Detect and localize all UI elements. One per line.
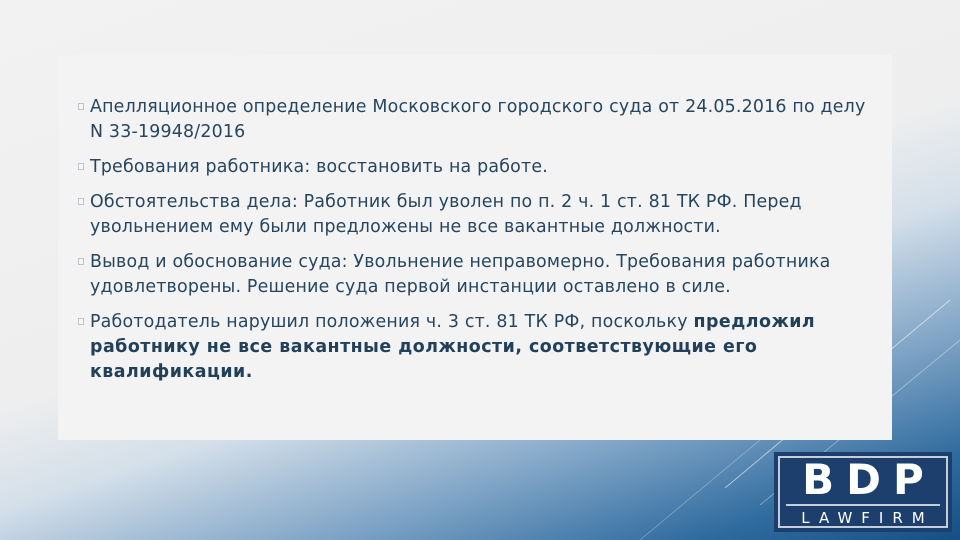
- bullet-item: [80, 95, 880, 145]
- content-panel: [58, 55, 892, 440]
- bullet-item: [80, 190, 880, 240]
- bullet-emphasis-text: предложил работнику не все вакантные должности, соответствующие его квалификации.: [90, 312, 816, 382]
- bullet-marker-icon: [78, 198, 84, 205]
- bullet-text: Вывод и обоснование суда: Увольнение неправомерно. Требования работника удовлетворены. Решение суда первой инстанции оставлено в силе.: [90, 252, 831, 297]
- bullet-list: [80, 95, 880, 395]
- bullet-marker-icon: [78, 103, 84, 110]
- bullet-item: [80, 155, 880, 180]
- bullet-text: Обстоятельства дела: Работник был уволен по п. 2 ч. 1 ст. 81 ТК РФ. Перед увольнением ему были предложены не все вакантные должности.: [90, 192, 802, 237]
- bullet-marker-icon: [78, 258, 84, 265]
- bullet-item: [80, 250, 880, 300]
- logo-divider: [786, 504, 940, 506]
- bullet-marker-icon: [78, 318, 84, 325]
- logo-wordmark: BDP: [802, 455, 936, 504]
- logo-subtitle: LAWFIRM: [801, 509, 934, 527]
- bullet-marker-icon: [78, 163, 84, 170]
- bullet-text: Работодатель нарушил положения ч. 3 ст. 81 ТК РФ, поскольку: [90, 312, 688, 332]
- bullet-text: Апелляционное определение Московского городского суда от 24.05.2016 по делу N 33-19948/2016: [90, 97, 866, 142]
- bullet-text: Требования работника: восстановить на работе.: [90, 157, 548, 177]
- logo-frame: [778, 456, 948, 528]
- bdp-lawfirm-logo: [774, 452, 952, 532]
- bullet-item: [80, 310, 880, 385]
